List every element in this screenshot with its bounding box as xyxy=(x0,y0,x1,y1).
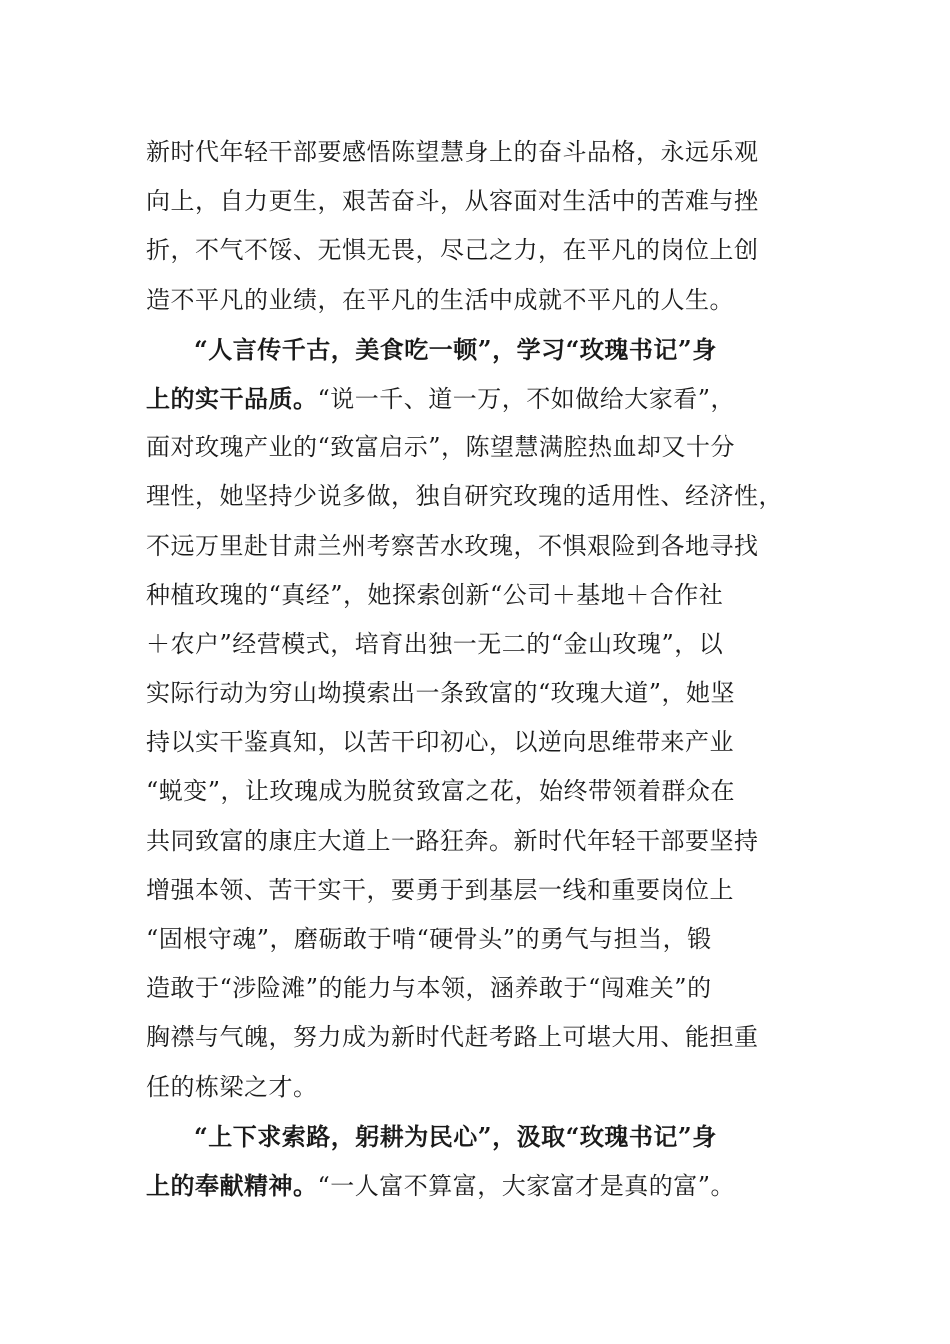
section-heading-line xyxy=(146,325,806,374)
line-text: 增强本领、苦干实干，要勇于到基层一线和重要岗位上 xyxy=(146,875,734,904)
text-line xyxy=(146,571,806,620)
line-text: 理性，她坚持少说多做，独自研究玫瑰的适用性、经济性， xyxy=(146,482,783,511)
section-heading-line xyxy=(146,1112,806,1161)
text-line xyxy=(146,718,806,767)
section-heading: “人言传千古，美食吃一顿”，学习“玫瑰书记”身 xyxy=(194,334,717,364)
section-heading: “上下求索路，躬耕为民心”，汲取“玫瑰书记”身 xyxy=(194,1121,717,1151)
line-text: 实际行动为穷山坳摸索出一条致富的“玫瑰大道”，她坚 xyxy=(146,679,736,708)
text-line xyxy=(146,276,806,325)
text-line xyxy=(146,1161,806,1210)
text-line xyxy=(146,669,806,718)
section-heading: 上的奉献精神。 xyxy=(146,1170,318,1200)
text-line xyxy=(146,767,806,816)
line-text: “说一千、道一万，不如做给大家看”， xyxy=(317,384,736,413)
text-line xyxy=(146,128,806,177)
text-line xyxy=(146,964,806,1013)
line-text: 面对玫瑰产业的“致富启示”，陈望慧满腔热血却又十分 xyxy=(146,433,736,462)
text-line xyxy=(146,522,806,571)
section-heading: 上的实干品质。 xyxy=(146,383,318,413)
line-text: 向上，自力更生，艰苦奋斗，从容面对生活中的苦难与挫 xyxy=(146,187,759,216)
text-line xyxy=(146,620,806,669)
text-line xyxy=(146,423,806,472)
line-text: 胸襟与气魄，努力成为新时代赶考路上可堪大用、能担重 xyxy=(146,1023,759,1052)
line-text: “固根守魂”，磨砺敢于啃“硬骨头”的勇气与担当，锻 xyxy=(146,925,712,953)
line-text: 折，不气不馁、无惧无畏，尽己之力，在平凡的岗位上创 xyxy=(146,236,759,265)
line-text: 造不平凡的业绩，在平凡的生活中成就不平凡的人生。 xyxy=(146,285,734,314)
line-text: “一人富不算富，大家富才是真的富”。 xyxy=(317,1171,736,1200)
text-line xyxy=(146,866,806,915)
line-text: 种植玫瑰的“真经”，她探索创新“公司＋基地＋合作社 xyxy=(146,580,724,609)
line-text: “蜕变”，让玫瑰成为脱贫致富之花，始终带领着群众在 xyxy=(146,777,736,806)
line-text: 任的栋梁之才。 xyxy=(146,1072,318,1101)
text-line xyxy=(146,472,806,521)
text-line xyxy=(146,374,806,423)
text-line xyxy=(146,1063,806,1112)
text-line xyxy=(146,177,806,226)
line-text: 造敢于“涉险滩”的能力与本领，涵养敢于“闯难关”的 xyxy=(146,974,712,1003)
text-line xyxy=(146,915,806,964)
text-line xyxy=(146,817,806,866)
line-text: 共同致富的康庄大道上一路狂奔。新时代年轻干部要坚持 xyxy=(146,826,759,855)
line-text: 新时代年轻干部要感悟陈望慧身上的奋斗品格，永远乐观 xyxy=(146,138,759,166)
text-line xyxy=(146,226,806,275)
line-text: 持以实干鉴真知，以苦干印初心，以逆向思维带来产业 xyxy=(146,728,734,757)
body-text xyxy=(146,128,806,1210)
text-line xyxy=(146,1013,806,1062)
line-text: ＋农户”经营模式，培育出独一无二的“金山玫瑰”，以 xyxy=(146,629,724,658)
line-text: 不远万里赴甘肃兰州考察苦水玫瑰，不惧艰险到各地寻找 xyxy=(146,531,759,560)
